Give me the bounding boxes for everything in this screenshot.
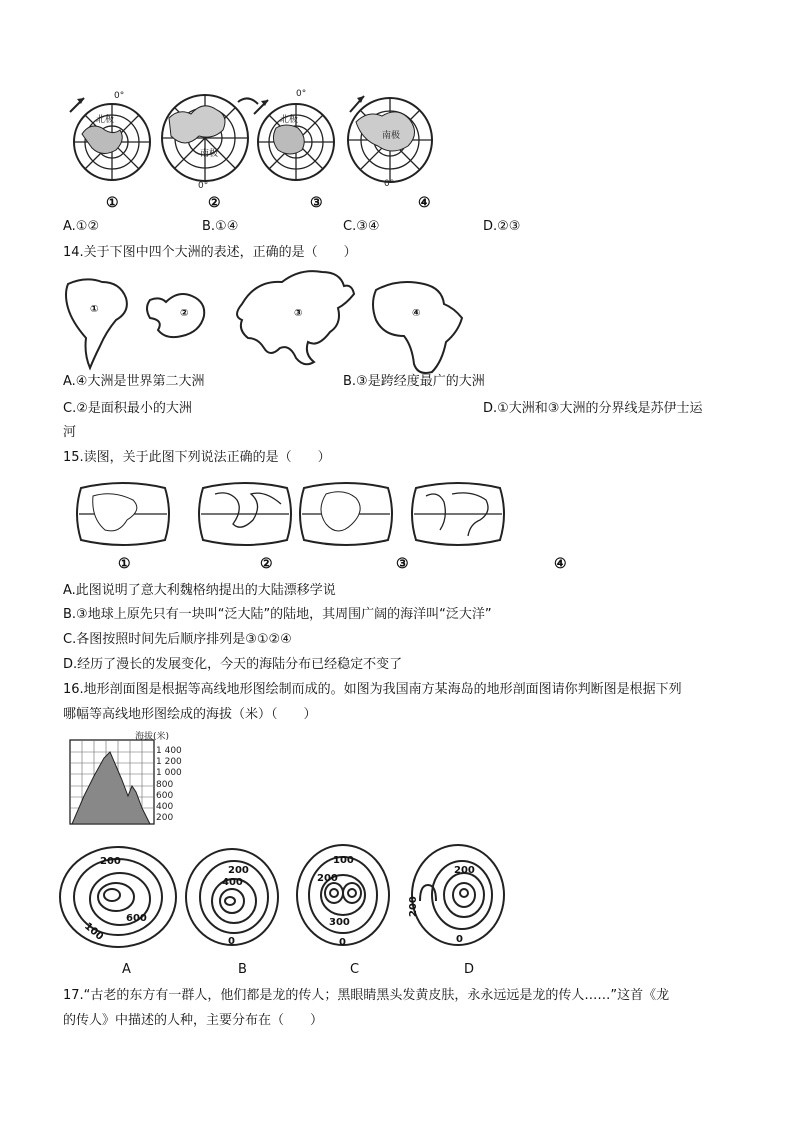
contour-label: 200: [454, 865, 475, 876]
q13-option-b[interactable]: B.①④: [202, 219, 239, 234]
map-label: ②: [180, 308, 189, 319]
q14-option-c[interactable]: C.②是面积最小的大洲: [63, 401, 192, 416]
q15-option-a[interactable]: A.此图说明了意大利魏格纳提出的大陆漂移学说: [63, 583, 336, 598]
north-pole-label: 北极: [96, 115, 115, 125]
zero-meridian-label: 0°: [296, 89, 307, 99]
contour-maps: [0, 845, 794, 955]
q17-stem-line1: 17.“古老的东方有一群人，他们都是龙的传人；黑眼睛黑头发黄皮肤，永永远远是龙的传人……”这首《龙: [63, 988, 670, 1003]
q17-stem-line2: 的传人》中描述的人种，主要分布在（ ）: [63, 1013, 324, 1028]
q15-option-c[interactable]: C.各图按照时间先后顺序排列是③①②④: [63, 632, 292, 647]
q15-stem: 15.读图，关于此图下列说法正确的是（ ）: [63, 450, 331, 465]
zero-meridian-label: 0°: [114, 91, 125, 101]
contour-label: 200: [228, 865, 249, 876]
profile-tick: 1 000: [156, 768, 182, 778]
profile-tick: 200: [156, 813, 174, 823]
figure-label: ②: [208, 195, 221, 211]
profile-tick: 1 400: [156, 746, 182, 756]
contour-label: 0: [339, 937, 346, 948]
figure-label: ①: [106, 195, 119, 211]
q13-option-a[interactable]: A.①②: [63, 219, 100, 234]
q14-option-d-cont: 河: [63, 425, 77, 440]
figure-label: ①: [118, 556, 131, 572]
polar-globe-1: [0, 0, 794, 220]
profile-tick: 600: [156, 791, 174, 801]
map-label: ③: [294, 308, 303, 319]
contour-option-d[interactable]: D: [464, 962, 475, 977]
q14-stem: 14.关于下图中四个大洲的表述，正确的是（ ）: [63, 245, 357, 260]
q15-option-b[interactable]: B.③地球上原先只有一块叫“泛大陆”的陆地，其周围广阔的海洋叫“泛大洋”: [63, 607, 492, 622]
contour-label: 0: [228, 936, 235, 947]
profile-tick: 400: [156, 802, 174, 812]
contour-option-a[interactable]: A: [122, 962, 131, 977]
contour-option-b[interactable]: B: [238, 962, 247, 977]
q14-continent-maps: [0, 266, 794, 376]
terrain-profile-chart: [0, 730, 794, 830]
contour-option-c[interactable]: C: [350, 962, 360, 977]
south-pole-label: 南极: [382, 131, 401, 141]
contour-label: 100: [82, 920, 106, 943]
figure-label: ③: [396, 556, 409, 572]
south-pole-label: 南极: [200, 149, 219, 159]
contour-label: 200: [317, 873, 338, 884]
profile-tick: 1 200: [156, 757, 182, 767]
contour-label: 0: [456, 934, 463, 945]
figure-label: ④: [418, 195, 431, 211]
q15-option-d[interactable]: D.经历了漫长的发展变化，今天的海陆分布已经稳定不变了: [63, 657, 403, 672]
profile-tick: 800: [156, 780, 174, 790]
q16-stem-line1: 16.地形剖面图是根据等高线地形图绘制而成的。如图为我国南方某海岛的地形剖面图请你判断图是根据下列: [63, 682, 682, 697]
figure-label: ④: [554, 556, 567, 572]
q14-option-d[interactable]: D.①大洲和③大洲的分界线是苏伊士运: [483, 401, 703, 416]
contour-label: 200: [100, 856, 121, 867]
contour-label: 600: [126, 913, 147, 924]
q13-option-d[interactable]: D.②③: [483, 219, 521, 234]
zero-meridian-label: 0°: [198, 181, 209, 191]
figure-label: ②: [260, 556, 273, 572]
contour-label: 200: [408, 896, 419, 917]
profile-axis-title: 海拔(米): [135, 732, 170, 742]
contour-label: 300: [329, 917, 350, 928]
contour-label: 400: [222, 877, 243, 888]
north-pole-label: 北极: [280, 115, 299, 125]
q16-stem-line2: 哪幅等高线地形图绘成的海拔（米）（ ）: [63, 707, 317, 722]
map-label: ①: [90, 304, 99, 315]
q14-option-b[interactable]: B.③是跨经度最广的大洲: [343, 374, 485, 389]
contour-label: 100: [333, 855, 354, 866]
figure-label: ③: [310, 195, 323, 211]
q15-continental-drift-maps: [0, 482, 794, 552]
zero-meridian-label: 0°: [384, 179, 395, 189]
q14-option-a[interactable]: A.④大洲是世界第二大洲: [63, 374, 205, 389]
map-label: ④: [412, 308, 421, 319]
q13-option-c[interactable]: C.③④: [343, 219, 380, 234]
